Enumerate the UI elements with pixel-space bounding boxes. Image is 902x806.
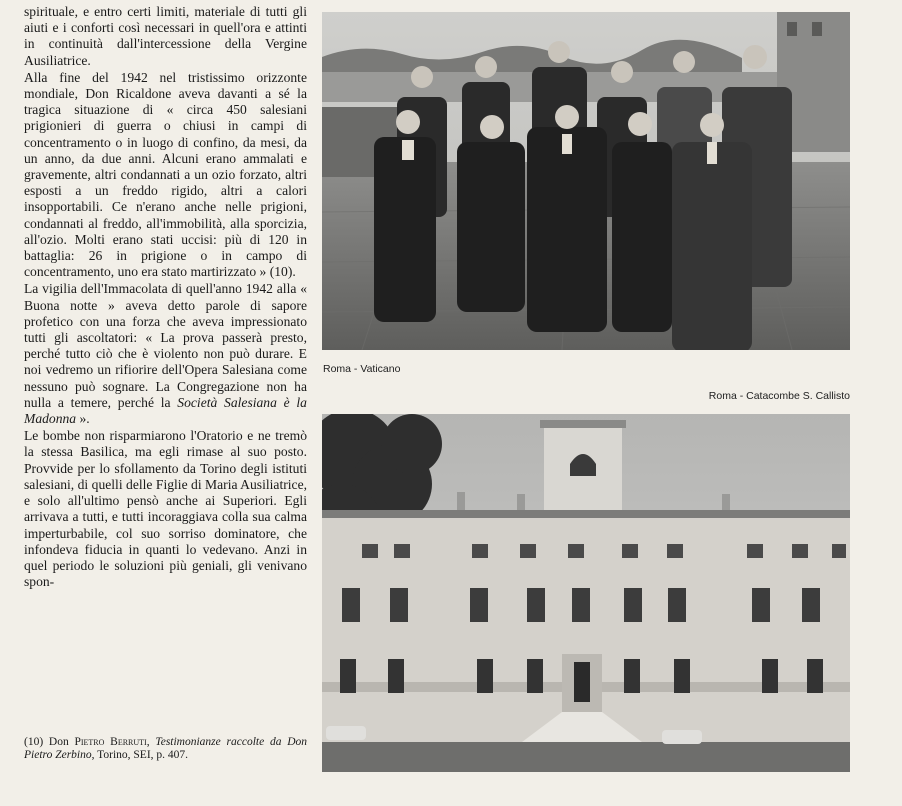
caption-photo-2: Roma - Catacombe S. Callisto [708,390,850,402]
group-photo [322,12,850,350]
caption-photo-1: Roma - Vaticano [323,363,401,375]
footnote-title: Testimonianze raccolte da Don Pietro Zerbino [24,736,308,761]
footnote-author: Pietro Berruti [74,736,147,748]
building-photo [322,414,850,772]
footnote-number: (10) Don [24,736,75,748]
footnote: (10) Don Pietro Berruti, Testimonianze raccolte da Don Pietro Zerbino, Torino, SEI, p. 407. [24,736,308,761]
footnote-rest: , Torino, SEI, p. 407. [91,748,189,761]
building-photo-image [322,414,850,772]
group-photo-image [322,12,850,350]
main-text-column [24,4,307,590]
paragraph-3-start: La vigilia dell'Immacolata di quell'anno 1942 alla « Buona notte » aveva detto parole di sapore profetico con una forza che aveva impressionato tutti gli ascoltatori: « La prova passerà presto, perché tutto ciò che è violento non può durare. E noi vedremo un rifiorire dell'Opera Salesiana come nessuno può sognare. La Congregazione non ha nulla a temere, perché la [24,281,307,410]
paragraph-1: spirituale, e entro certi limiti, materiale di tutti gli aiuti e i conforti così necessari in quell'ora e attinti in continuità dall'intercessione della Vergine Ausiliatrice. [24,4,307,68]
paragraph-4: Le bombe non risparmiarono l'Oratorio e ne tremò la stessa Basilica, ma egli rimase al suo posto. Provvide per lo sfollamento da Torino degli istituti salesiani, di quelli delle Figlie di Maria Ausiliatrice, e solo all'ultimo pensò anche ai Superiori. Egli arrivava a tutti, e tutti incoraggiava colla sua calma imperturbabile, col suo sorriso dominatore, che infondeva fiducia in quanti lo vedevano. Anzi in quel periodo le soluzioni più geniali, gli venivano spon- [24,428,307,590]
paragraph-3 [24,281,307,427]
paragraph-2: Alla fine del 1942 nel tristissimo orizzonte mondiale, Don Ricaldone aveva davanti a sé la tragica situazione di « circa 450 salesiani prigionieri di guerra o chiusi in campi di concentramento o in luogo di confino, da mesi, da un anno, da due anni. Alcuni erano ammalati e gravemente, altri condannati a un ozio forzato, altri esposti a un freddo rigido, altri a calori insopportabili. Ce n'erano anche nelle prigioni, condannati al freddo, all'immobilità, alla sporcizia, all'ozio. Molti erano stati uccisi: più di 120 in battaglia: 26 in prigione o in campo di concentramento, uno era stato martirizzato » (10). [24,69,307,280]
paragraph-3-italic: Società Salesiana è la Madonna [24,394,307,427]
paragraph-3-end: ». [76,411,90,427]
